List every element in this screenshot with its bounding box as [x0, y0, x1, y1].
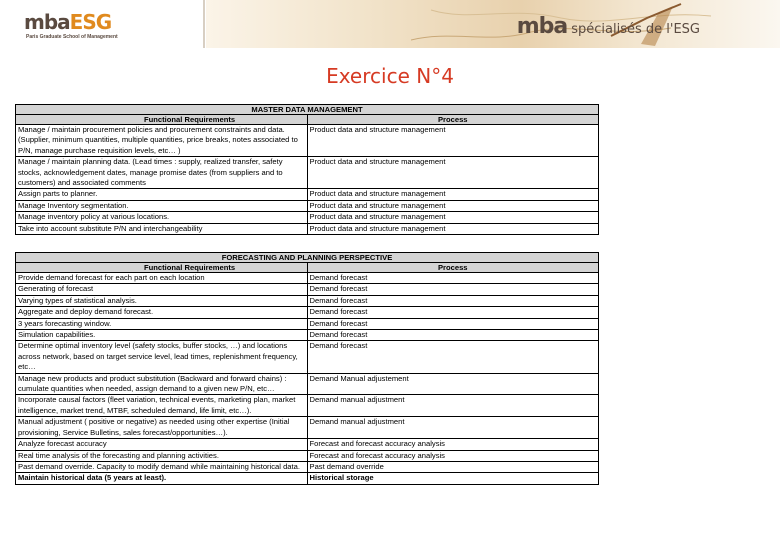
table-row	[16, 273, 599, 284]
process-cell: Demand Manual adjustement	[307, 373, 599, 395]
requirement-cell: Assign parts to planner.	[16, 189, 308, 200]
process-cell: Demand manual adjustment	[307, 417, 599, 439]
header-bar	[0, 0, 780, 50]
table-row	[16, 439, 599, 450]
process-cell: Product data and structure management	[307, 157, 599, 189]
table-row	[16, 307, 599, 318]
requirement-cell: Varying types of statistical analysis.	[16, 295, 308, 306]
process-cell: Past demand override	[307, 461, 599, 472]
page-title: Exercice N°4	[326, 64, 454, 88]
process-cell: Forecast and forecast accuracy analysis	[307, 450, 599, 461]
requirement-cell: Provide demand forecast for each part on each location	[16, 273, 308, 284]
process-cell: Demand forecast	[307, 295, 599, 306]
process-cell: Demand forecast	[307, 307, 599, 318]
process-cell: Demand manual adjustment	[307, 395, 599, 417]
logo-subtitle: Paris Graduate School of Management	[26, 34, 118, 40]
requirement-cell: Manual adjustment ( positive or negative) as needed using other expertise (Initial provisioning, Service Bulletins, sales forecast/opportunities…).	[16, 417, 308, 439]
table-row	[16, 200, 599, 211]
table-header-row	[16, 115, 599, 125]
requirement-cell: Generating of forecast	[16, 284, 308, 295]
requirement-cell: Manage / maintain planning data. (Lead times : supply, realized transfer, safety stocks, acknowledgement dates, manage promise dates (from suppliers and to customers) and associated comments	[16, 157, 308, 189]
table-row	[16, 395, 599, 417]
column-header-requirements: Functional Requirements	[16, 115, 308, 125]
requirement-cell: Maintain historical data (5 years at least).	[16, 473, 308, 484]
process-cell: Forecast and forecast accuracy analysis	[307, 439, 599, 450]
table-row	[16, 284, 599, 295]
column-header-process: Process	[307, 263, 599, 273]
table-row	[16, 318, 599, 329]
process-cell: Product data and structure management	[307, 212, 599, 223]
table-body	[16, 125, 599, 235]
table-row	[16, 189, 599, 200]
table-row	[16, 157, 599, 189]
header-divider	[203, 0, 205, 48]
table-row	[16, 417, 599, 439]
process-cell: Demand forecast	[307, 273, 599, 284]
table-title: MASTER DATA MANAGEMENT	[16, 105, 599, 115]
requirement-cell: Aggregate and deploy demand forecast.	[16, 307, 308, 318]
banner-tagline: spécialisés de l'ESG	[571, 22, 700, 37]
process-cell: Product data and structure management	[307, 125, 599, 157]
column-header-requirements: Functional Requirements	[16, 263, 308, 273]
forecasting-table	[15, 252, 599, 485]
process-cell: Demand forecast	[307, 341, 599, 373]
logo-esg-text: ESG	[69, 10, 112, 34]
table-row	[16, 212, 599, 223]
table-row	[16, 223, 599, 234]
column-header-process: Process	[307, 115, 599, 125]
requirement-cell: Manage inventory policy at various locations.	[16, 212, 308, 223]
table-row	[16, 473, 599, 484]
table-title-row	[16, 105, 599, 115]
table-row	[16, 330, 599, 341]
requirement-cell: Manage new products and product substitution (Backward and forward chains) : cumulate quantities when needed, assign demand to a given new P/N, etc…	[16, 373, 308, 395]
table-title-row	[16, 253, 599, 263]
requirement-cell: Real time analysis of the forecasting and planning activities.	[16, 450, 308, 461]
master-data-table	[15, 104, 599, 235]
table-row	[16, 373, 599, 395]
table-row	[16, 125, 599, 157]
process-cell: Demand forecast	[307, 284, 599, 295]
requirement-cell: Analyze forecast accuracy	[16, 439, 308, 450]
header-banner	[206, 0, 780, 48]
process-cell: Demand forecast	[307, 330, 599, 341]
table-row	[16, 450, 599, 461]
requirement-cell: Manage / maintain procurement policies and procurement constraints and data. (Supplier, minimum quantities, multiple quantities, price breaks, notes associated to P/N, manage purchase requisition levels, etc… )	[16, 125, 308, 157]
table-header-row	[16, 263, 599, 273]
table-row	[16, 461, 599, 472]
process-cell: Demand forecast	[307, 318, 599, 329]
requirement-cell: 3 years forecasting window.	[16, 318, 308, 329]
table-title: FORECASTING AND PLANNING PERSPECTIVE	[16, 253, 599, 263]
table-body	[16, 273, 599, 485]
requirement-cell: Manage Inventory segmentation.	[16, 200, 308, 211]
process-cell: Product data and structure management	[307, 200, 599, 211]
esg-logo	[14, 6, 204, 48]
requirement-cell: Simulation capabilities.	[16, 330, 308, 341]
requirement-cell: Past demand override. Capacity to modify demand while maintaining historical data.	[16, 461, 308, 472]
table-row	[16, 341, 599, 373]
logo-mba-text: mba	[24, 10, 70, 34]
process-cell: Product data and structure management	[307, 223, 599, 234]
requirement-cell: Take into account substitute P/N and interchangeability	[16, 223, 308, 234]
requirement-cell: Incorporate causal factors (fleet variation, technical events, marketing plan, market intelligence, market trend, MTBF, scheduled demand, life limit, etc…).	[16, 395, 308, 417]
process-cell: Historical storage	[307, 473, 599, 484]
banner-mba-text: mba	[516, 14, 568, 39]
process-cell: Product data and structure management	[307, 189, 599, 200]
table-row	[16, 295, 599, 306]
requirement-cell: Determine optimal inventory level (safety stocks, buffer stocks, …) and locations across network, based on target service level, lead times, replenishment frequency, etc…	[16, 341, 308, 373]
